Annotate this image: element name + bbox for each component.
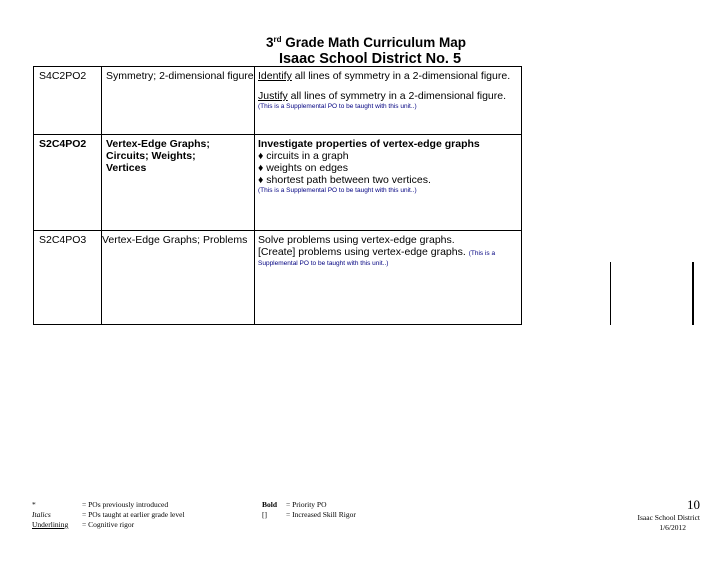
- page-number: 10: [687, 497, 700, 512]
- desc-line: Solve problems using vertex-edge graphs.: [258, 234, 455, 246]
- supplemental-note: Supplemental PO to be taught with this unit..): [258, 260, 389, 267]
- po-code: S4C2PO2: [39, 70, 87, 82]
- po-code: S2C4PO2: [39, 138, 87, 150]
- curriculum-table: [33, 66, 522, 325]
- legend-item: [262, 500, 462, 510]
- desc-line: [258, 246, 520, 259]
- desc-line: [258, 90, 520, 102]
- description-cell: [258, 70, 520, 112]
- bullet-item: [258, 162, 520, 174]
- legend-item: [32, 520, 272, 530]
- legend-left: [32, 500, 272, 530]
- legend-key: Italics: [32, 510, 51, 519]
- bullet-item: [258, 174, 520, 186]
- po-code: S2C4PO3: [39, 234, 87, 246]
- legend-value: = POs previously introduced: [82, 500, 169, 509]
- table-row: [34, 231, 521, 325]
- legend-item: [32, 510, 272, 520]
- legend-key: *: [32, 500, 36, 509]
- title-prefix: 3: [265, 35, 274, 50]
- description-cell: [258, 234, 520, 269]
- diamond-bullet-icon: ♦: [258, 150, 264, 162]
- cognitive-verb: Justify: [258, 90, 288, 102]
- supplemental-note: (This is a Supplemental PO to be taught with this unit..): [258, 187, 417, 194]
- footer-date: 1/6/2012: [659, 523, 686, 532]
- supplemental-note: (This is a Supplemental PO to be taught with this unit..): [258, 103, 417, 110]
- footer-org: Isaac School District: [637, 513, 700, 522]
- diamond-bullet-icon: ♦: [258, 162, 264, 174]
- bullet-item: [258, 150, 520, 162]
- desc-heading: Investigate properties of vertex-edge graphs: [258, 138, 480, 150]
- legend-value: = Priority PO: [286, 500, 327, 509]
- topic-line: Vertex-Edge Graphs;: [106, 138, 210, 150]
- margin-rule: [610, 262, 611, 325]
- description-cell: [258, 138, 520, 196]
- table-row: [34, 135, 521, 231]
- topic-cell: Symmetry; 2-dimensional figure: [106, 70, 254, 82]
- desc-text: all lines of symmetry in a 2-dimensional figure.: [291, 70, 511, 82]
- topic-cell: [106, 138, 256, 174]
- legend-value: = Cognitive rigor: [82, 520, 135, 529]
- legend-key: Bold: [262, 500, 278, 509]
- topic-line: Vertices: [106, 162, 147, 174]
- legend-key: []: [262, 510, 267, 519]
- title-rest: Grade Math Curriculum Map: [281, 35, 467, 50]
- legend-mid: [262, 500, 462, 520]
- page-footer-right: [580, 498, 700, 533]
- legend-item: [262, 510, 462, 520]
- diamond-bullet-icon: ♦: [258, 174, 264, 186]
- bullet-text: shortest path between two vertices.: [266, 174, 431, 186]
- legend-item: [32, 500, 272, 510]
- bullet-text: circuits in a graph: [266, 150, 349, 162]
- topic-line: Circuits; Weights;: [106, 150, 196, 162]
- district-title: Isaac School District No. 5: [278, 51, 462, 67]
- supplemental-note: (This is a: [468, 250, 496, 257]
- legend-value: = Increased Skill Rigor: [286, 510, 356, 519]
- bullet-text: weights on edges: [266, 162, 349, 174]
- legend-value: = POs taught at earlier grade level: [82, 510, 185, 519]
- cognitive-verb: Identify: [258, 70, 292, 82]
- desc-text: all lines of symmetry in a 2-dimensional figure.: [287, 90, 507, 102]
- desc-text: [Create] problems using vertex-edge graphs.: [258, 246, 466, 258]
- title-sup: rd: [273, 35, 282, 44]
- margin-rule: [692, 262, 694, 325]
- legend-key: Underlining: [32, 520, 69, 529]
- desc-line: [258, 70, 520, 82]
- table-row: [34, 67, 521, 135]
- topic-cell: Vertex-Edge Graphs; Problems: [102, 234, 248, 246]
- page-title: [256, 35, 476, 50]
